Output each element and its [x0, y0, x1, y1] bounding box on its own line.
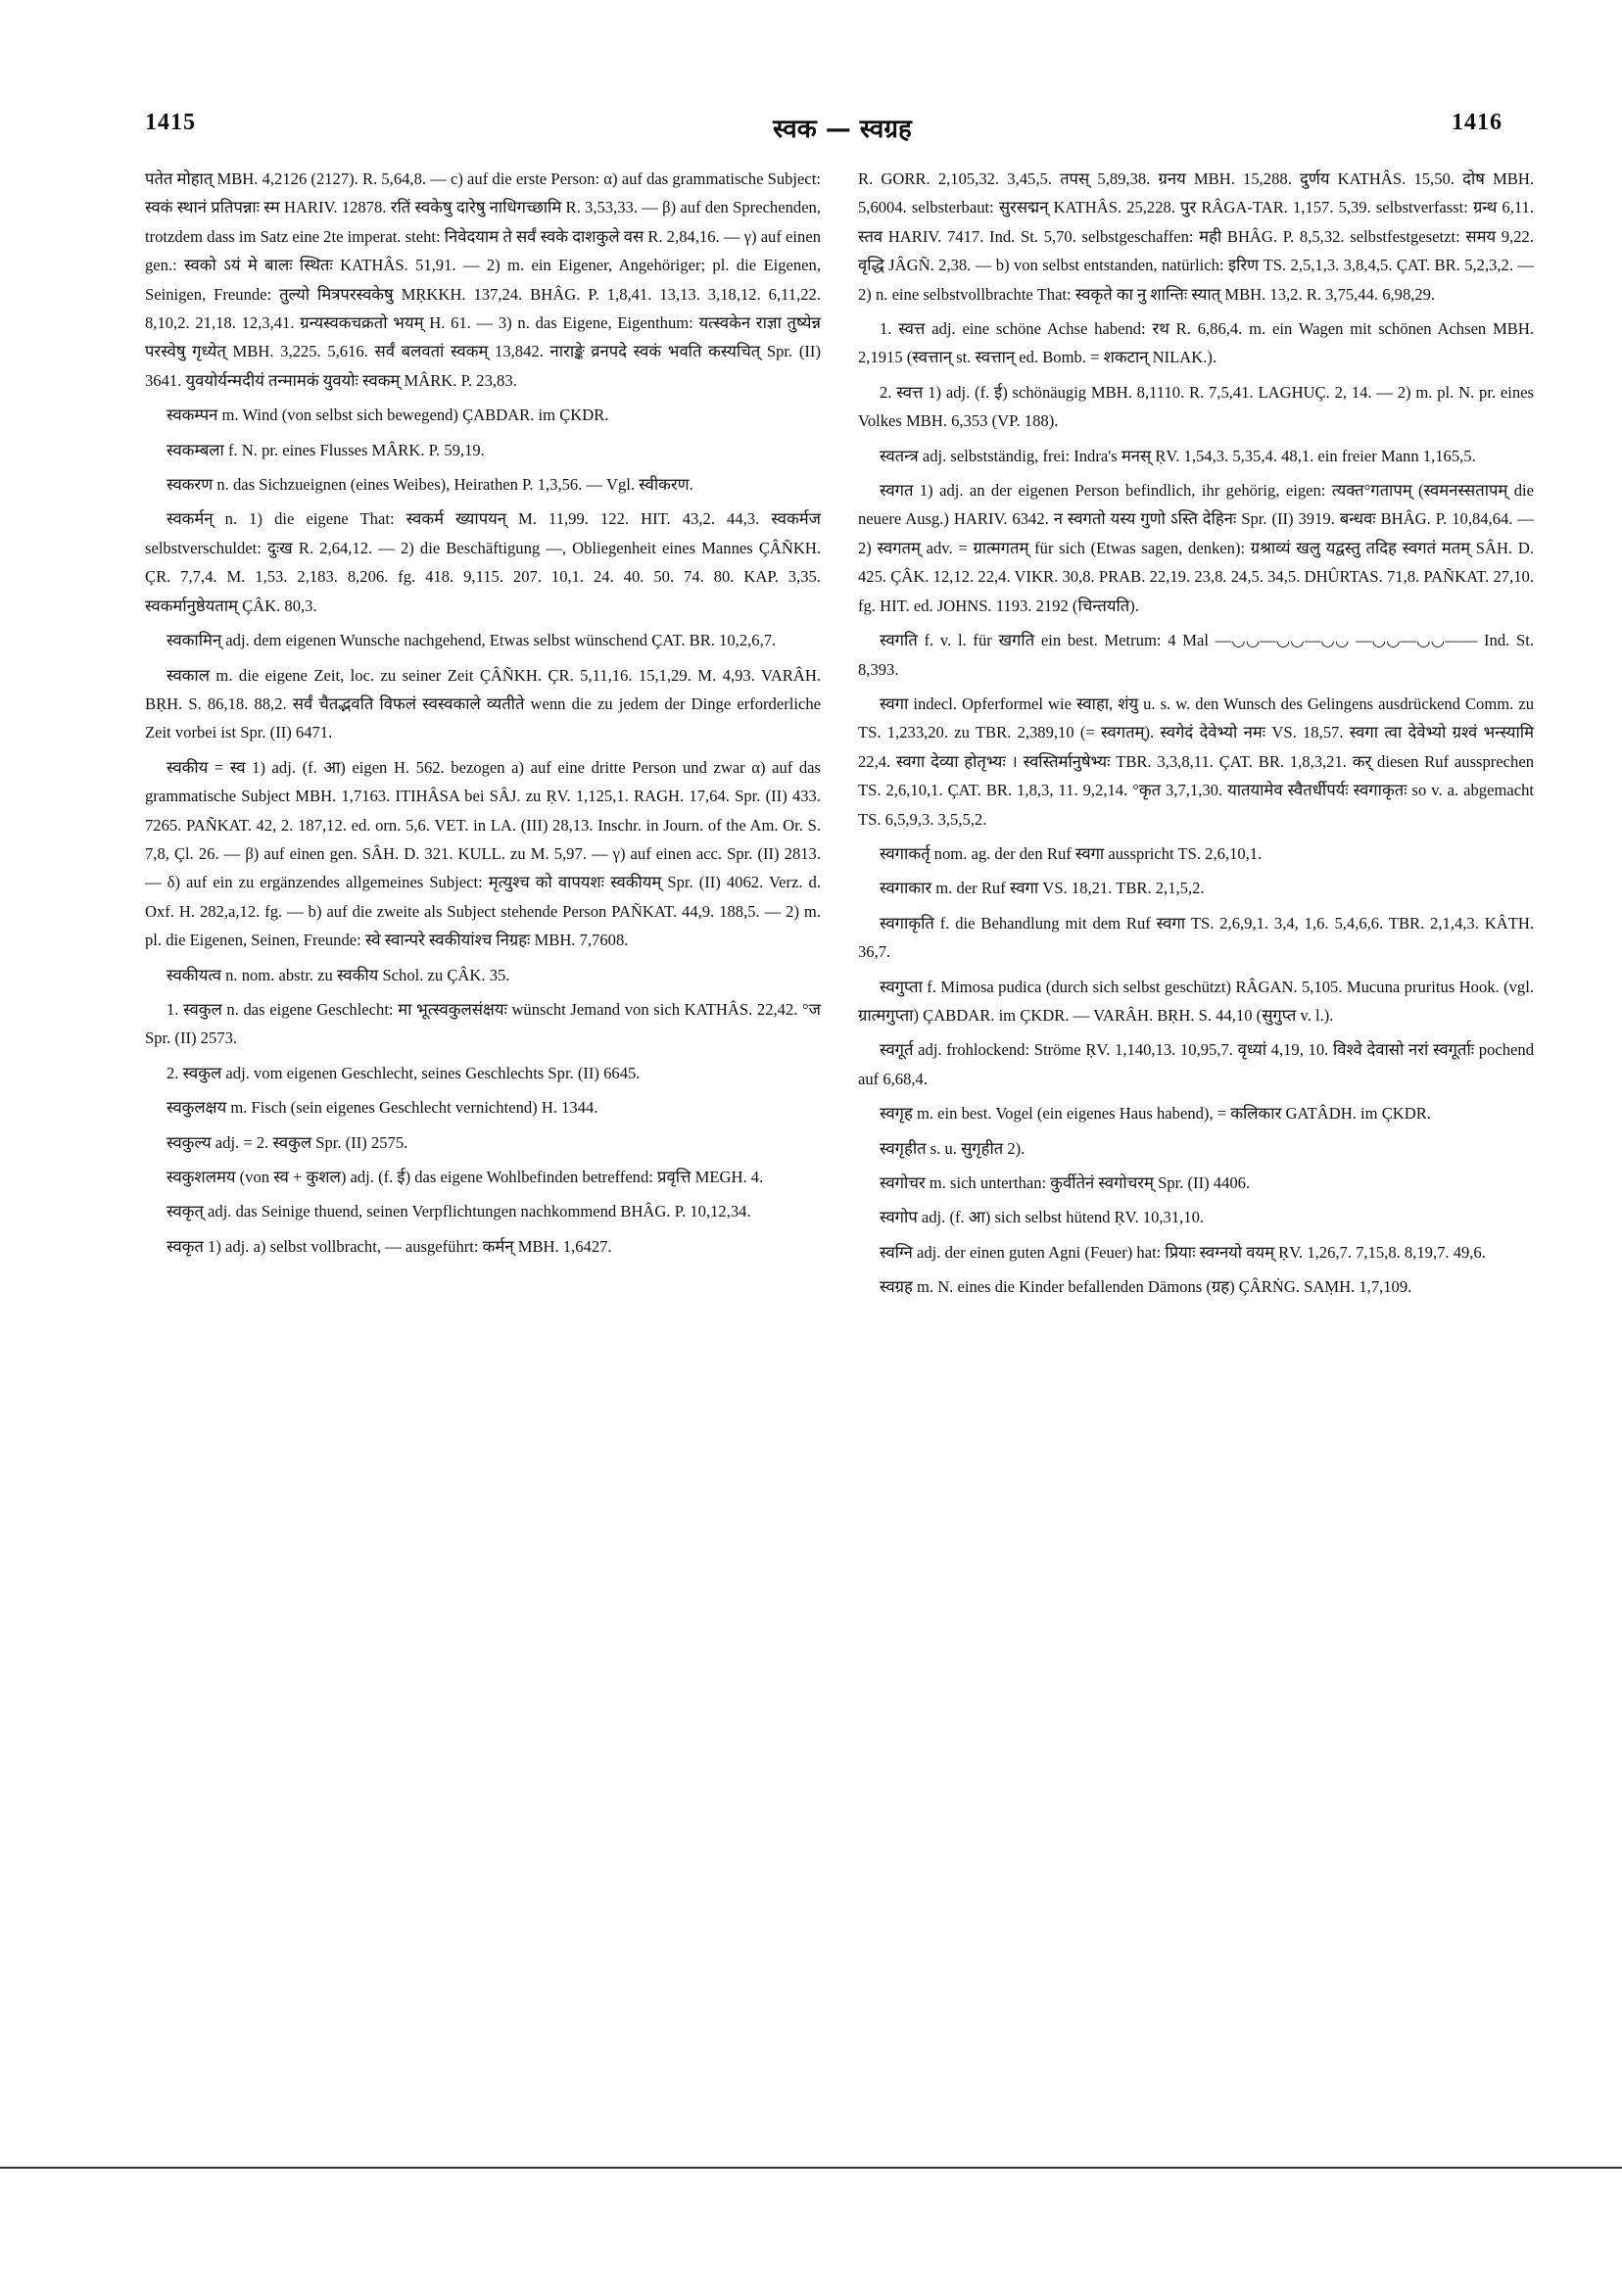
dictionary-entry: स्वकरण n. das Sichzueignen (eines Weibes), Heirathen P. 1,3,56. — Vgl. स्वीकरण.: [167, 475, 693, 495]
dictionary-entry: स्वकम्बला f. N. pr. eines Flusses MÂRK. P. 59,19.: [167, 440, 485, 459]
dictionary-entry: 2. स्वत्त 1) adj. (f. ई) schönäugig MBH. 8,1110. R. 7,5,41. LAGHUÇ. 2, 14. — 2) m. pl. N. pr. eines Volkes MBH. 6,353 (VP. 188).: [858, 382, 1534, 431]
dictionary-entry: स्वगोप adj. (f. आ) sich selbst hütend ṚV. 10,31,10.: [880, 1208, 1205, 1227]
dictionary-entry: स्वगत 1) adj. an der eigenen Person befindlich, ihr gehörig, eigen: त्यक्त°गतापम् (स्वमनस्सतापम् die neuere Ausg.) HARIV. 6342. न स्वगतो यस्य गुणो ऽस्ति देहिनः Spr. (II) 3919. बन्धवः BHÂG. P. 10,84,64. — 2) स्वगतम् adv. = ग्रात्मगतम् für sich (Etwas sagen, denken): ग्रश्राव्यं खलु यद्वस्तु तदिह स्वगतं मतम् SÂH. D. 425. ÇÂK. 12,12. 22,4. VIKR. 30,8. PRAB. 22,19. 23,8. 24,5. 34,5. DHÛRTAS. 71,8. PAÑKAT. 27,10. fg. HIT. ed. JOHNS. 1193. 2192 (चिन्तयति).: [858, 481, 1534, 615]
dictionary-entry: स्वगाकार m. der Ruf स्वगा VS. 18,21. TBR. 2,1,5,2.: [880, 879, 1205, 898]
dictionary-entry: स्वग्नि adj. der einen guten Agni (Feuer) hat: प्रियाः स्वग्नयो वयम् ṚV. 1,26,7. 7,15,8. 8,19,7. 49,6.: [880, 1242, 1486, 1262]
dictionary-entry: स्वकुलक्षय m. Fisch (sein eigenes Geschlecht vernichtend) H. 1344.: [167, 1098, 598, 1118]
dictionary-entry: स्वकीयत्व n. nom. abstr. zu स्वकीय Schol. zu ÇÂK. 35.: [167, 965, 510, 984]
right-column: [858, 165, 1534, 1308]
dictionary-entry: स्वतन्त्र adj. selbstständig, frei: Indra's मनस् ṚV. 1,54,3. 5,35,4. 48,1. ein freier Mann 1,165,5.: [880, 446, 1476, 465]
dictionary-entry: स्वगृहीत s. u. सुगृहीत 2).: [880, 1138, 1026, 1158]
dictionary-entry: स्वगृह m. ein best. Vogel (ein eigenes Haus habend), = कलिकार GATÂDH. im ÇKDR.: [880, 1104, 1431, 1124]
page-number-right: 1416: [1452, 110, 1503, 135]
dictionary-entry: स्वगा indecl. Opferformel wie स्वाहा, शंयु u. s. w. den Wunsch des Gelingens ausdrückend Comm. zu TS. 1,233,20. zu TBR. 2,389,10 (= स्वगतम्). स्वगेदं देवेभ्यो नमः VS. 18,57. स्वगा त्वा देवेभ्यो ग्रश्वं भन्स्यामि 22,4. स्वगा देव्या होतृभ्यः । स्वस्तिर्मानुषेभ्यः TBR. 3,3,8,11. ÇAT. BR. 1,8,3,21. कर् diesen Ruf aussprechen TS. 2,6,10,1. ÇAT. BR. 1,8,3, 11. 9,2,14. °कृत 3,7,1,30. यातयामेव स्वैतर्धीपर्यः स्वगाकृतः so v. a. abgemacht TS. 6,5,9,3. 3,5,5,2.: [858, 694, 1534, 829]
bottom-rule: [0, 2167, 1622, 2169]
dictionary-entry: स्वगाकर्तृ nom. ag. der den Ruf स्वगा ausspricht TS. 2,6,10,1.: [880, 843, 1263, 863]
dictionary-entry: स्वकर्मन् n. 1) die eigene That: स्वकर्म ख्यापयन् M. 11,99. 122. HIT. 43,2. 44,3. स्वकर्मज selbstverschuldet: दुःख R. 2,64,12. — 2) die Beschäftigung —, Obliegenheit eines Mannes ÇÂÑKH. ÇR. 7,7,4. M. 1,53. 2,183. 8,206. fg. 418. 9,115. 207. 10,1. 24. 40. 50. 74. 80. KAP. 3,35. स्वकर्मानुष्ठेयताम् ÇÂK. 80,3.: [145, 509, 821, 615]
dictionary-entry: स्वकृत् adj. das Seinige thuend, seinen Verpflichtungen nachkommend BHÂG. P. 10,12,34.: [167, 1202, 751, 1221]
running-head: स्वक — स्वग्रह: [773, 115, 912, 144]
dictionary-entry: स्वकामिन् adj. dem eigenen Wunsche nachgehend, Etwas selbst wünschend ÇAT. BR. 10,2,6,7.: [167, 631, 777, 650]
dictionary-entry: स्वगति f. v. l. für खगति ein best. Metrum: 4 Mal —◡◡—◡◡—◡◡ —◡◡—◡◡—— Ind. St. 8,393.: [858, 631, 1534, 679]
dictionary-entry: स्वगूर्त adj. frohlockend: Ströme ṚV. 1,140,13. 10,95,7. वृध्यां 4,19, 10. विश्वे देवासो नरां स्वगूर्ताः pochend auf 6,68,4.: [858, 1040, 1534, 1088]
dictionary-entry: स्वगुप्ता f. Mimosa pudica (durch sich selbst geschützt) RÂGAN. 5,105. Mucuna pruritus Hook. (vgl. ग्रात्मगुप्ता) ÇABDAR. im ÇKDR. — VARÂH. BṚH. S. 44,10 (सुगुप्त v. l.).: [858, 977, 1534, 1025]
dictionary-entry: स्वकृत 1) adj. a) selbst vollbracht, — ausgeführt: कर्मन् MBH. 1,6427.: [167, 1236, 612, 1256]
dictionary-entry: स्वकुल्य adj. = 2. स्वकुल Spr. (II) 2575.: [167, 1132, 408, 1152]
dictionary-entry: 2. स्वकुल adj. vom eigenen Geschlecht, seines Geschlechts Spr. (II) 6645.: [167, 1063, 641, 1082]
dictionary-entry: स्वकुशलमय (von स्व + कुशल) adj. (f. ई) das eigene Wohlbefinden betreffend: प्रवृत्ति MEGH. 4.: [167, 1168, 764, 1186]
page-number-left: 1415: [145, 110, 196, 135]
continued-paragraph: R. GORR. 2,105,32. 3,45,5. तपस् 5,89,38. ग्रनय MBH. 15,288. दुर्णय KATHÂS. 15,50. दोष MBH. 5,6004. selbsterbaut: सुरसद्मन् KATHÂS. 25,228. पुर RÂGA-TAR. 1,157. 5,39. selbstverfasst: ग्रन्थ 6,11. स्तव HARIV. 7417. Ind. St. 5,70. selbstgeschaffen: मही BHÂG. P. 8,5,32. selbstfestgesetzt: समय 9,22. वृद्धि JÂGÑ. 2,38. — b) von selbst entstanden, natürlich: इरिण TS. 2,5,1,3. 3,8,4,5. ÇAT. BR. 5,2,3,2. — 2) n. eine selbstvollbrachte That: स्वकृते का नु शान्तिः स्यात् MBH. 13,2. R. 3,75,44. 6,98,29.: [858, 169, 1534, 304]
continued-paragraph: पतेत मोहात् MBH. 4,2126 (2127). R. 5,64,8. — c) auf die erste Person: α) auf das grammatische Subject: स्वकं स्थानं प्रतिपन्नाः स्म HARIV. 12878. रतिं स्वकेषु दारेषु नाधिगच्छामि R. 3,53,33. — β) auf den Sprechenden, trotzdem dass im Satz eine 2te imperat. steht: निवेदयाम ते सर्वं स्वके दाशकुले वस R. 2,84,16. — γ) auf einen gen.: स्वको ऽयं मे बालः स्थितः KATHÂS. 51,91. — 2) m. ein Eigener, Angehöriger; pl. die Eigenen, Seinigen, Freunde: तुल्यो मित्रपरस्वकेषु MṚKKH. 137,24. BHÂG. P. 1,8,41. 13,13. 3,18,12. 6,11,22. 8,10,2. 21,18. 12,3,41. ग्रन्यस्वकचक्रतो भयम् H. 61. — 3) n. das Eigene, Eigenthum: यत्स्वकेन राज्ञा तुष्येन्न परस्वेषु गृध्येत् MBH. 3,225. 5,616. सर्वं बलवतां स्वकम् 13,842. नाराङ्के व्रनपदे स्वकं भवति कस्यचित् Spr. (II) 3641. युवयोर्यन्मदीयं तन्मामकं युवयोः स्वकम् MÂRK. P. 23,83.: [145, 169, 821, 390]
dictionary-entry: 1. स्वत्त adj. eine schöne Achse habend: रथ R. 6,86,4. m. ein Wagen mit schönen Achsen MBH. 2,1915 (स्वत्तान् st. स्वत्तान् ed. Bomb. = शकटान् NILAK.).: [858, 319, 1534, 367]
dictionary-entry: स्वकाल m. die eigene Zeit, loc. zu seiner Zeit ÇÂÑKH. ÇR. 5,11,16. 15,1,29. M. 4,93. VARÂH. BṚH. S. 86,18. 88,2. सर्वं चैतद्भवति विफलं स्वस्वकाले व्यतीते wenn die zu jedem der Dinge erforderliche Zeit vorbei ist Spr. (II) 6471.: [145, 665, 821, 742]
dictionary-entry: स्वकम्पन m. Wind (von selbst sich bewegend) ÇABDAR. im ÇKDR.: [167, 406, 609, 425]
dictionary-entry: स्वगोचर m. sich unterthan: कुर्वीतेनं स्वगोचरम् Spr. (II) 4406.: [880, 1173, 1251, 1192]
left-column: [145, 165, 821, 1267]
dictionary-entry: स्वग्रह m. N. eines die Kinder befallenden Dämons (ग्रह) ÇÂRṄG. SAṂH. 1,7,109.: [880, 1277, 1412, 1297]
dictionary-entry: स्वगाकृति f. die Behandlung mit dem Ruf स्वगा TS. 2,6,9,1. 3,4, 1,6. 5,4,6,6. TBR. 2,1,4,3. KÂTH. 36,7.: [858, 913, 1534, 962]
dictionary-entry: स्वकीय = स्व 1) adj. (f. आ) eigen H. 562. bezogen a) auf eine dritte Person und zwar α) auf das grammatische Subject MBH. 1,7163. ITIHÂSA bei SÂJ. zu ṚV. 1,125,1. RAGH. 17,64. Spr. (II) 433. 7265. PAÑKAT. 42, 2. 187,12. ed. orn. 5,6. VET. in LA. (III) 28,13. Inschr. in Journ. of the Am. Or. S. 7,8, Çl. 26. — β) auf einen gen. SÂH. D. 321. KULL. zu M. 5,97. — γ) auf einen acc. Spr. (II) 2813. — δ) auf ein zu ergänzendes allgemeines Subject: मृत्युश्च को वापयशः स्वकीयम् Spr. (II) 4062. Verz. d. Oxf. H. 282,a,12. fg. — b) auf die zweite als Subject stehende Person PAÑKAT. 44,9. 188,5. — 2) m. pl. die Eigenen, Seinen, Freunde: स्वे स्वान्परे स्वकीयांश्च निग्रहः MBH. 7,7608.: [145, 757, 821, 950]
dictionary-entry: 1. स्वकुल n. das eigene Geschlecht: मा भूत्स्वकुलसंक्षयः wünscht Jemand von sich KATHÂS. 22,42. °ज Spr. (II) 2573.: [145, 999, 821, 1048]
